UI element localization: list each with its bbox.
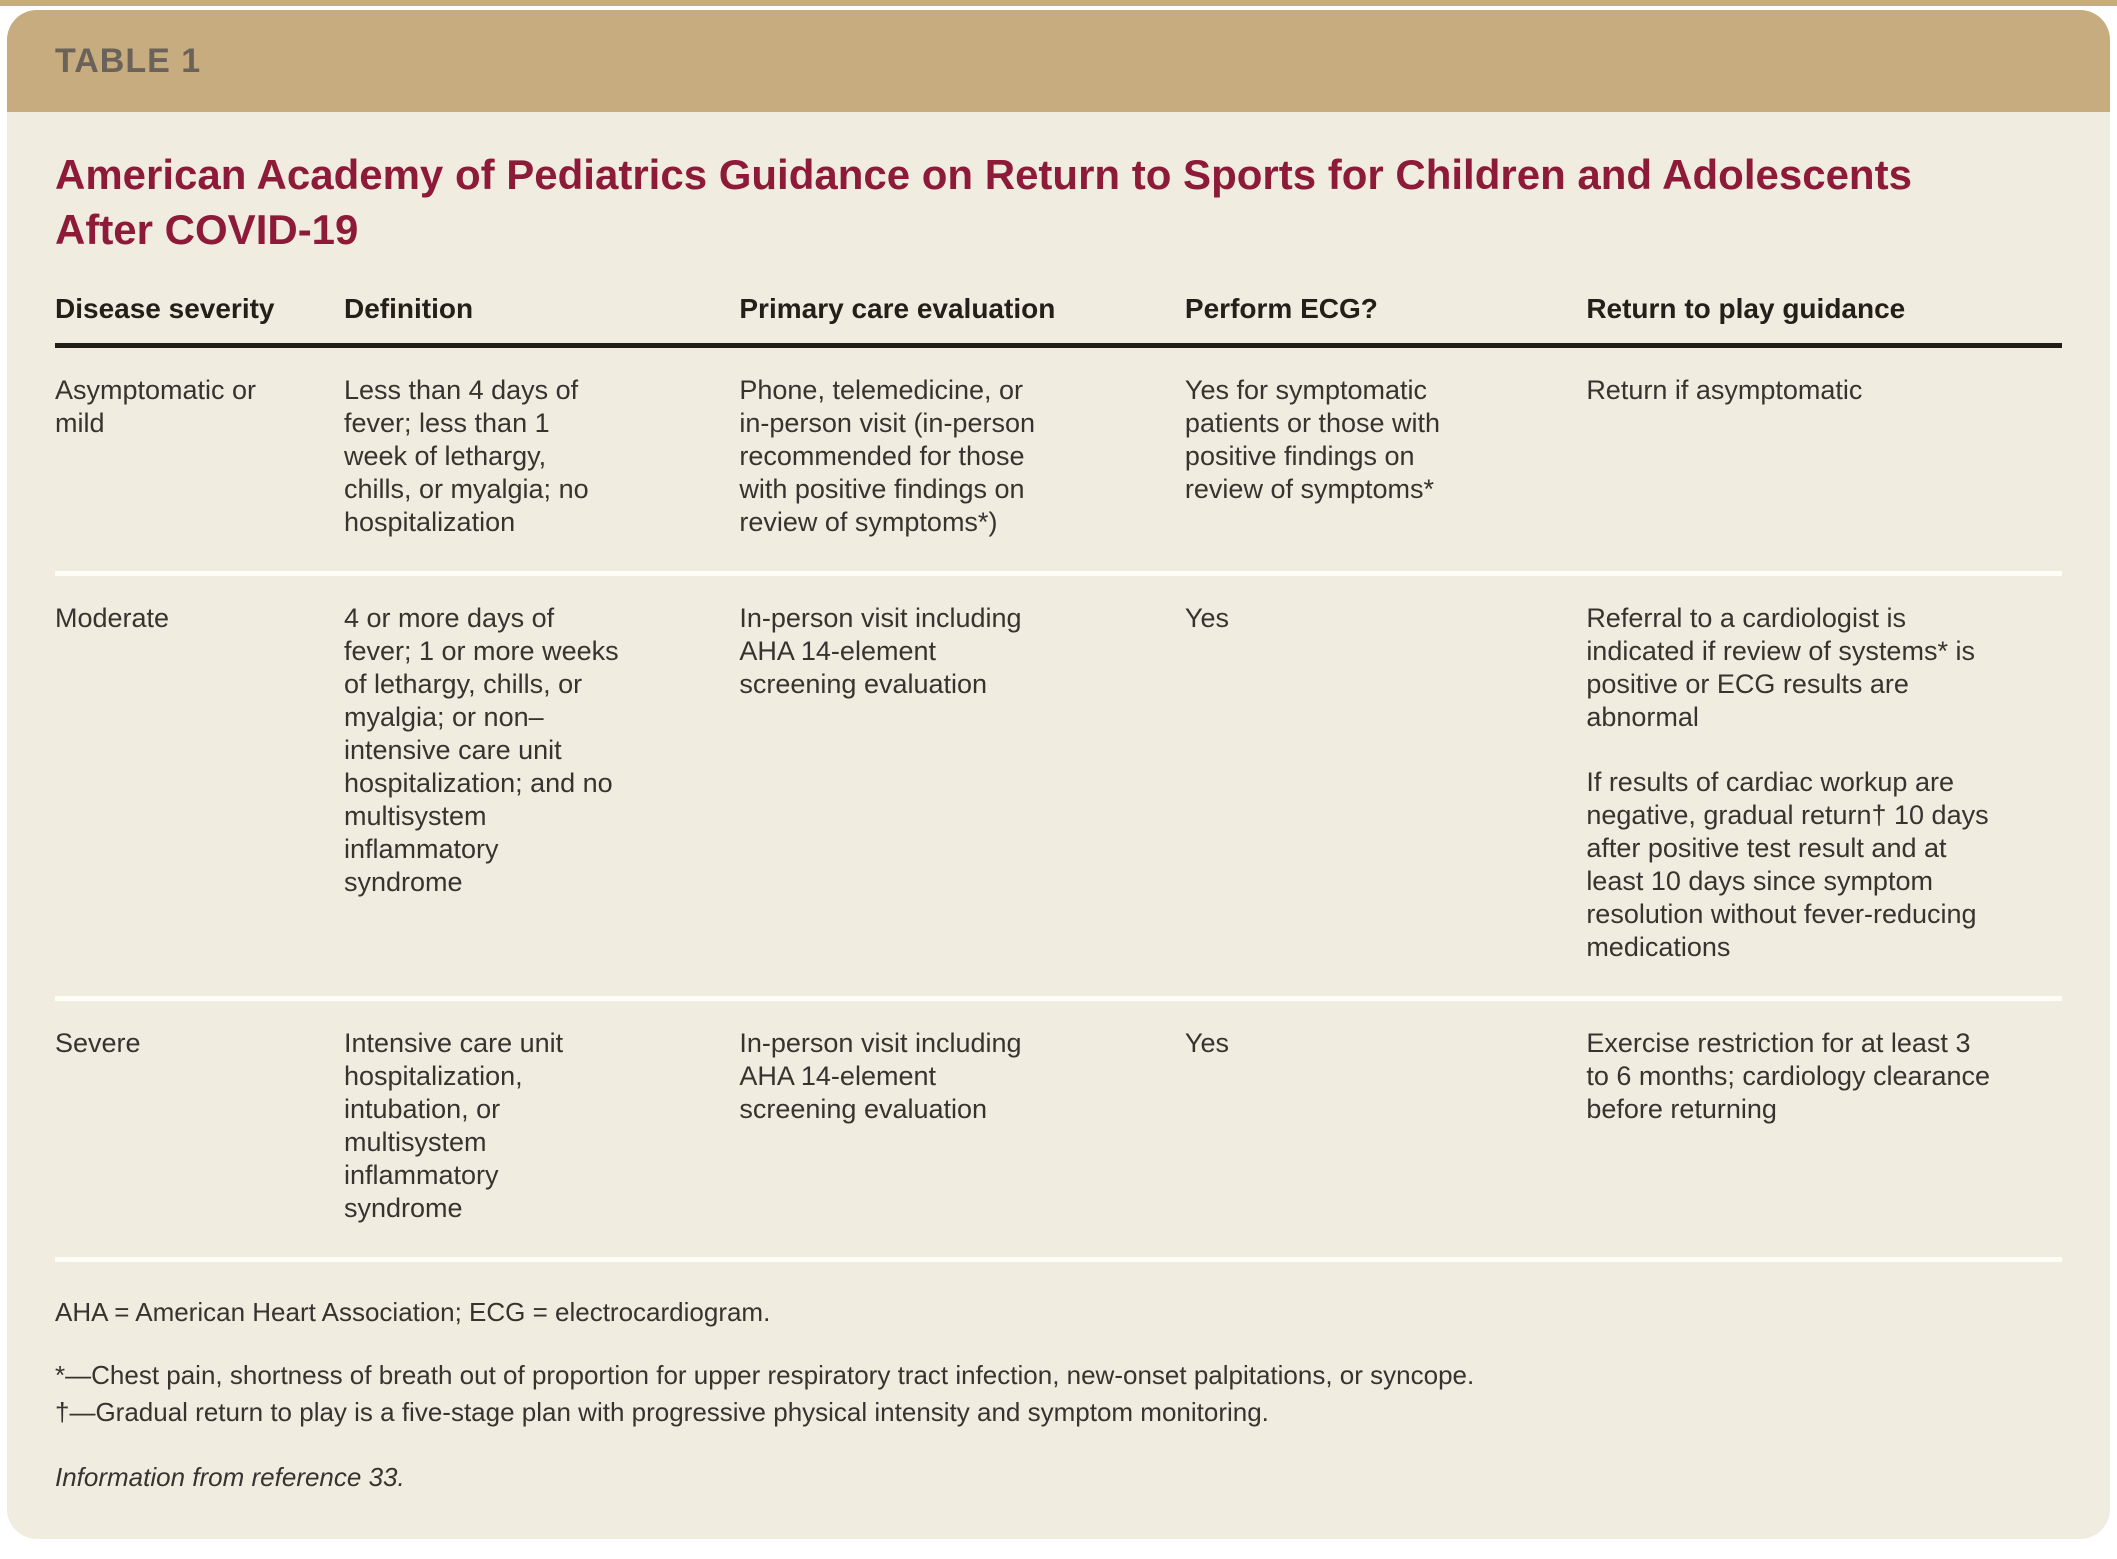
cell-evaluation bbox=[739, 999, 1185, 1258]
table-title-line1: American Academy of Pediatrics Guidance on Return to Sports for Children and Adolescents bbox=[55, 151, 1912, 198]
cell-text: In-person visit including AHA 14-element screening evaluation bbox=[739, 1028, 1022, 1125]
column-header-definition: Definition bbox=[344, 293, 739, 346]
cell-text: Exercise restriction for at least 3 to 6 months; cardiology clearance before returning bbox=[1586, 1028, 1991, 1125]
cell-text: Moderate bbox=[55, 603, 170, 634]
cell-evaluation bbox=[739, 574, 1185, 999]
column-header-disease-severity: Disease severity bbox=[55, 293, 344, 346]
cell-ecg bbox=[1185, 999, 1586, 1258]
source-note: Information from reference 33. bbox=[55, 1462, 405, 1493]
asterisk-footnote: *—Chest pain, shortness of breath out of proportion for upper respiratory tract infection, new-onset palpitations, or syncope. bbox=[55, 1360, 1475, 1391]
cell-text: In-person visit including AHA 14-element screening evaluation bbox=[739, 603, 1022, 700]
table-title-line2: After COVID-19 bbox=[55, 205, 359, 253]
cell-severity bbox=[55, 346, 344, 574]
cell-ecg bbox=[1185, 574, 1586, 999]
cell-text: 4 or more days of fever; 1 or more weeks of lethargy, chills, or myalgia; or non–intensive care unit hospitalization; and no multisystem inflammatory syndrome bbox=[344, 603, 619, 898]
cell-text: Yes for symptomatic patients or those with positive findings on review of symptoms* bbox=[1184, 375, 1441, 505]
table-number-label: TABLE 1 bbox=[55, 41, 202, 80]
table-header-band bbox=[7, 10, 2110, 112]
cell-text: Yes bbox=[1184, 603, 1229, 634]
column-header-return-to-play: Return to play guidance bbox=[1586, 293, 2062, 346]
table-row bbox=[55, 574, 2062, 999]
table-title bbox=[55, 148, 2062, 257]
cell-text: Asymptomatic or mild bbox=[55, 375, 257, 439]
cell-text: Yes bbox=[1184, 1028, 1229, 1059]
cell-guidance bbox=[1586, 999, 2062, 1258]
header-row bbox=[55, 293, 2062, 346]
cell-text: Intensive care unit hospitalization, intubation, or multisystem inflammatory syndrome bbox=[344, 1028, 564, 1224]
cell-text: If results of cardiac workup are negative, gradual return† 10 days after positive test result and at least 10 days since symptom resolution without fever-reducing medications bbox=[1586, 767, 1989, 963]
cell-severity bbox=[55, 999, 344, 1258]
cell-ecg bbox=[1185, 346, 1586, 574]
cell-definition bbox=[344, 999, 739, 1258]
cell-text: Phone, telemedicine, or in-person visit (in-person recommended for those with positive findings on review of symptoms*) bbox=[739, 375, 1035, 538]
footnotes bbox=[55, 1257, 2062, 1496]
table-row bbox=[55, 346, 2062, 574]
cell-evaluation bbox=[739, 346, 1185, 574]
decorative-top-bar bbox=[0, 0, 2117, 6]
abbreviations-note: AHA = American Heart Association; ECG = electrocardiogram. bbox=[55, 1297, 771, 1328]
cell-text: Return if asymptomatic bbox=[1586, 375, 1863, 406]
table-row bbox=[55, 999, 2062, 1258]
cell-severity bbox=[55, 574, 344, 999]
cell-definition bbox=[344, 574, 739, 999]
cell-text: Referral to a cardiologist is indicated if review of systems* is positive or ECG results are abnormal bbox=[1586, 603, 1975, 733]
column-header-primary-care-evaluation: Primary care evaluation bbox=[739, 293, 1185, 346]
column-header-perform-ecg: Perform ECG? bbox=[1185, 293, 1586, 346]
table-card bbox=[7, 10, 2110, 1539]
cell-guidance bbox=[1586, 346, 2062, 574]
dagger-footnote: †—Gradual return to play is a five-stage plan with progressive physical intensity and symptom monitoring. bbox=[55, 1397, 1269, 1428]
cell-guidance bbox=[1586, 574, 2062, 999]
guidance-table bbox=[55, 293, 2062, 1257]
cell-text: Less than 4 days of fever; less than 1 week of lethargy, chills, or myalgia; no hospitalization bbox=[344, 375, 589, 538]
table-body-area bbox=[7, 112, 2110, 1496]
cell-definition bbox=[344, 346, 739, 574]
cell-text: Severe bbox=[55, 1028, 141, 1059]
